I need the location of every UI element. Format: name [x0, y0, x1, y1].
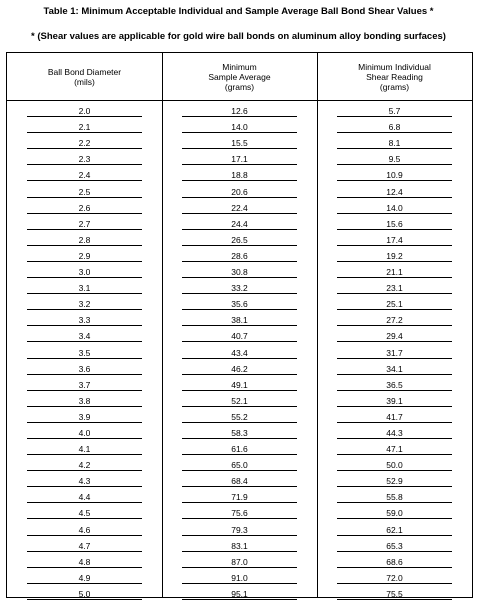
cell-value: 40.7	[231, 331, 248, 342]
table-row	[7, 278, 472, 294]
cell-value: 2.6	[78, 202, 91, 213]
table-row	[7, 375, 472, 391]
cell-value: 2.8	[78, 234, 91, 245]
cell-value: 4.9	[78, 572, 91, 583]
cell-minimum-individual-shear	[317, 117, 472, 133]
cell-minimum-individual-shear	[317, 568, 472, 584]
cell-ball-bond-diameter	[7, 198, 162, 214]
cell-ball-bond-diameter	[7, 471, 162, 487]
cell-minimum-sample-average	[162, 519, 317, 535]
cell-value: 3.6	[78, 363, 91, 374]
cell-value: 75.6	[231, 508, 248, 519]
table-row	[7, 407, 472, 423]
cell-minimum-individual-shear	[317, 278, 472, 294]
cell-minimum-sample-average	[162, 198, 317, 214]
cell-value: 49.1	[231, 379, 248, 390]
table-row	[7, 519, 472, 535]
cell-ball-bond-diameter	[7, 487, 162, 503]
cell-value: 5.0	[78, 588, 91, 599]
cell-value: 59.0	[386, 508, 403, 519]
cell-value: 91.0	[231, 572, 248, 583]
cell-minimum-individual-shear	[317, 503, 472, 519]
cell-ball-bond-diameter	[7, 149, 162, 165]
cell-value: 71.9	[231, 492, 248, 503]
cell-value: 12.4	[386, 186, 403, 197]
cell-minimum-individual-shear	[317, 391, 472, 407]
cell-minimum-sample-average	[162, 133, 317, 149]
cell-minimum-individual-shear	[317, 439, 472, 455]
table-row	[7, 455, 472, 471]
cell-minimum-sample-average	[162, 149, 317, 165]
cell-value: 30.8	[231, 267, 248, 278]
cell-value: 4.5	[78, 508, 91, 519]
cell-value: 83.1	[231, 540, 248, 551]
cell-ball-bond-diameter	[7, 455, 162, 471]
cell-value: 79.3	[231, 524, 248, 535]
cell-underline	[27, 599, 142, 600]
cell-value: 44.3	[386, 427, 403, 438]
cell-value: 3.5	[78, 347, 91, 358]
cell-value: 2.9	[78, 250, 91, 261]
cell-ball-bond-diameter	[7, 536, 162, 552]
cell-minimum-sample-average	[162, 342, 317, 358]
cell-minimum-sample-average	[162, 359, 317, 375]
cell-minimum-individual-shear	[317, 133, 472, 149]
cell-ball-bond-diameter	[7, 214, 162, 230]
cell-value: 50.0	[386, 460, 403, 471]
cell-minimum-individual-shear	[317, 552, 472, 568]
cell-value: 35.6	[231, 299, 248, 310]
cell-minimum-individual-shear	[317, 246, 472, 262]
cell-ball-bond-diameter	[7, 584, 162, 600]
cell-ball-bond-diameter	[7, 552, 162, 568]
table-row	[7, 536, 472, 552]
cell-minimum-sample-average	[162, 552, 317, 568]
cell-minimum-sample-average	[162, 455, 317, 471]
table-row	[7, 246, 472, 262]
cell-value: 3.7	[78, 379, 91, 390]
cell-ball-bond-diameter	[7, 101, 162, 117]
cell-value: 58.3	[231, 427, 248, 438]
cell-value: 65.3	[386, 540, 403, 551]
cell-value: 14.0	[231, 122, 248, 133]
cell-ball-bond-diameter	[7, 133, 162, 149]
cell-minimum-individual-shear	[317, 407, 472, 423]
cell-minimum-individual-shear	[317, 294, 472, 310]
cell-minimum-sample-average	[162, 584, 317, 600]
cell-minimum-sample-average	[162, 487, 317, 503]
cell-ball-bond-diameter	[7, 519, 162, 535]
cell-value: 18.8	[231, 170, 248, 181]
cell-underline	[337, 599, 452, 600]
cell-value: 10.9	[386, 170, 403, 181]
table-row	[7, 310, 472, 326]
cell-value: 65.0	[231, 460, 248, 471]
cell-value: 43.4	[231, 347, 248, 358]
cell-minimum-individual-shear	[317, 262, 472, 278]
cell-minimum-sample-average	[162, 423, 317, 439]
cell-minimum-sample-average	[162, 214, 317, 230]
cell-ball-bond-diameter	[7, 310, 162, 326]
cell-minimum-individual-shear	[317, 455, 472, 471]
table-subtitle: * (Shear values are applicable for gold wire ball bonds on aluminum alloy bonding surfaces)	[31, 31, 446, 42]
table-row	[7, 552, 472, 568]
cell-value: 17.1	[231, 154, 248, 165]
cell-value: 46.2	[231, 363, 248, 374]
table-body	[7, 101, 472, 600]
cell-ball-bond-diameter	[7, 181, 162, 197]
cell-value: 20.6	[231, 186, 248, 197]
cell-ball-bond-diameter	[7, 294, 162, 310]
cell-ball-bond-diameter	[7, 342, 162, 358]
cell-value: 36.5	[386, 379, 403, 390]
cell-value: 28.6	[231, 250, 248, 261]
cell-value: 62.1	[386, 524, 403, 535]
cell-value: 39.1	[386, 395, 403, 406]
cell-value: 23.1	[386, 283, 403, 294]
cell-minimum-sample-average	[162, 503, 317, 519]
cell-ball-bond-diameter	[7, 407, 162, 423]
table-row	[7, 487, 472, 503]
cell-value: 38.1	[231, 315, 248, 326]
cell-value: 61.6	[231, 444, 248, 455]
cell-ball-bond-diameter	[7, 230, 162, 246]
cell-value: 25.1	[386, 299, 403, 310]
cell-value: 34.1	[386, 363, 403, 374]
cell-value: 4.0	[78, 427, 91, 438]
cell-ball-bond-diameter	[7, 359, 162, 375]
cell-value: 4.6	[78, 524, 91, 535]
cell-value: 3.9	[78, 411, 91, 422]
cell-minimum-sample-average	[162, 165, 317, 181]
cell-value: 3.2	[78, 299, 91, 310]
cell-minimum-sample-average	[162, 568, 317, 584]
cell-ball-bond-diameter	[7, 423, 162, 439]
cell-minimum-sample-average	[162, 246, 317, 262]
cell-value: 68.4	[231, 476, 248, 487]
cell-minimum-sample-average	[162, 181, 317, 197]
cell-minimum-sample-average	[162, 230, 317, 246]
cell-value: 2.2	[78, 138, 91, 149]
cell-value: 6.8	[388, 122, 401, 133]
table-row	[7, 101, 472, 117]
cell-value: 15.5	[231, 138, 248, 149]
cell-value: 19.2	[386, 250, 403, 261]
table-row	[7, 230, 472, 246]
table-row	[7, 326, 472, 342]
cell-value: 47.1	[386, 444, 403, 455]
table-row	[7, 423, 472, 439]
table-row	[7, 165, 472, 181]
cell-value: 27.2	[386, 315, 403, 326]
cell-minimum-individual-shear	[317, 230, 472, 246]
cell-value: 31.7	[386, 347, 403, 358]
cell-minimum-individual-shear	[317, 584, 472, 600]
cell-minimum-sample-average	[162, 294, 317, 310]
cell-minimum-sample-average	[162, 326, 317, 342]
cell-minimum-sample-average	[162, 278, 317, 294]
header-ball-bond-diameter: Ball Bond Diameter (mils)	[47, 66, 122, 87]
cell-value: 52.9	[386, 476, 403, 487]
cell-ball-bond-diameter	[7, 439, 162, 455]
cell-value: 3.4	[78, 331, 91, 342]
table-row	[7, 181, 472, 197]
cell-value: 4.8	[78, 556, 91, 567]
shear-values-table	[6, 52, 473, 598]
cell-minimum-sample-average	[162, 117, 317, 133]
table-row	[7, 149, 472, 165]
table-row	[7, 342, 472, 358]
table-row	[7, 294, 472, 310]
table-row	[7, 391, 472, 407]
cell-value: 68.6	[386, 556, 403, 567]
cell-minimum-sample-average	[162, 391, 317, 407]
cell-minimum-individual-shear	[317, 165, 472, 181]
cell-value: 95.1	[231, 588, 248, 599]
cell-underline	[182, 599, 297, 600]
cell-value: 8.1	[388, 138, 401, 149]
table-row	[7, 568, 472, 584]
table-title: Table 1: Minimum Acceptable Individual and Sample Average Ball Bond Shear Values *	[43, 6, 434, 17]
cell-minimum-individual-shear	[317, 375, 472, 391]
table-row	[7, 471, 472, 487]
cell-minimum-individual-shear	[317, 198, 472, 214]
cell-minimum-sample-average	[162, 101, 317, 117]
cell-minimum-sample-average	[162, 439, 317, 455]
cell-value: 55.8	[386, 492, 403, 503]
cell-minimum-individual-shear	[317, 471, 472, 487]
table-row	[7, 133, 472, 149]
cell-ball-bond-diameter	[7, 503, 162, 519]
cell-minimum-individual-shear	[317, 181, 472, 197]
cell-ball-bond-diameter	[7, 117, 162, 133]
cell-value: 87.0	[231, 556, 248, 567]
cell-minimum-individual-shear	[317, 310, 472, 326]
cell-minimum-sample-average	[162, 407, 317, 423]
cell-minimum-individual-shear	[317, 423, 472, 439]
cell-value: 4.2	[78, 460, 91, 471]
cell-minimum-individual-shear	[317, 487, 472, 503]
cell-value: 2.3	[78, 154, 91, 165]
cell-value: 5.7	[388, 106, 401, 117]
cell-minimum-individual-shear	[317, 149, 472, 165]
table-row	[7, 439, 472, 455]
cell-value: 4.1	[78, 444, 91, 455]
table-row	[7, 584, 472, 600]
table-row	[7, 214, 472, 230]
cell-value: 12.6	[231, 106, 248, 117]
cell-minimum-sample-average	[162, 536, 317, 552]
cell-value: 9.5	[388, 154, 401, 165]
cell-value: 15.6	[386, 218, 403, 229]
cell-minimum-sample-average	[162, 310, 317, 326]
cell-value: 3.0	[78, 267, 91, 278]
table-row	[7, 198, 472, 214]
cell-value: 4.4	[78, 492, 91, 503]
cell-value: 33.2	[231, 283, 248, 294]
cell-value: 26.5	[231, 234, 248, 245]
cell-ball-bond-diameter	[7, 568, 162, 584]
cell-ball-bond-diameter	[7, 326, 162, 342]
cell-minimum-sample-average	[162, 375, 317, 391]
cell-value: 2.1	[78, 122, 91, 133]
cell-ball-bond-diameter	[7, 391, 162, 407]
cell-value: 2.0	[78, 106, 91, 117]
table-header-row	[7, 53, 472, 101]
cell-value: 17.4	[386, 234, 403, 245]
cell-value: 29.4	[386, 331, 403, 342]
cell-value: 72.0	[386, 572, 403, 583]
cell-value: 21.1	[386, 267, 403, 278]
cell-value: 75.5	[386, 588, 403, 599]
cell-minimum-individual-shear	[317, 214, 472, 230]
cell-minimum-sample-average	[162, 262, 317, 278]
table-row	[7, 359, 472, 375]
cell-minimum-individual-shear	[317, 536, 472, 552]
table-row	[7, 262, 472, 278]
cell-value: 41.7	[386, 411, 403, 422]
cell-value: 14.0	[386, 202, 403, 213]
cell-value: 2.4	[78, 170, 91, 181]
header-minimum-sample-average: Minimum Sample Average (grams)	[208, 61, 271, 92]
cell-value: 2.5	[78, 186, 91, 197]
cell-ball-bond-diameter	[7, 278, 162, 294]
cell-minimum-individual-shear	[317, 101, 472, 117]
cell-value: 2.7	[78, 218, 91, 229]
cell-value: 3.3	[78, 315, 91, 326]
cell-value: 24.4	[231, 218, 248, 229]
cell-value: 3.8	[78, 395, 91, 406]
cell-ball-bond-diameter	[7, 262, 162, 278]
cell-value: 4.7	[78, 540, 91, 551]
cell-value: 22.4	[231, 202, 248, 213]
cell-value: 3.1	[78, 283, 91, 294]
cell-value: 52.1	[231, 395, 248, 406]
header-minimum-individual-shear: Minimum Individual Shear Reading (grams)	[358, 61, 431, 92]
cell-value: 55.2	[231, 411, 248, 422]
cell-minimum-individual-shear	[317, 326, 472, 342]
table-row	[7, 503, 472, 519]
cell-minimum-individual-shear	[317, 342, 472, 358]
cell-ball-bond-diameter	[7, 375, 162, 391]
cell-minimum-sample-average	[162, 471, 317, 487]
table-row	[7, 117, 472, 133]
cell-minimum-individual-shear	[317, 519, 472, 535]
cell-ball-bond-diameter	[7, 165, 162, 181]
cell-minimum-individual-shear	[317, 359, 472, 375]
cell-value: 4.3	[78, 476, 91, 487]
cell-ball-bond-diameter	[7, 246, 162, 262]
